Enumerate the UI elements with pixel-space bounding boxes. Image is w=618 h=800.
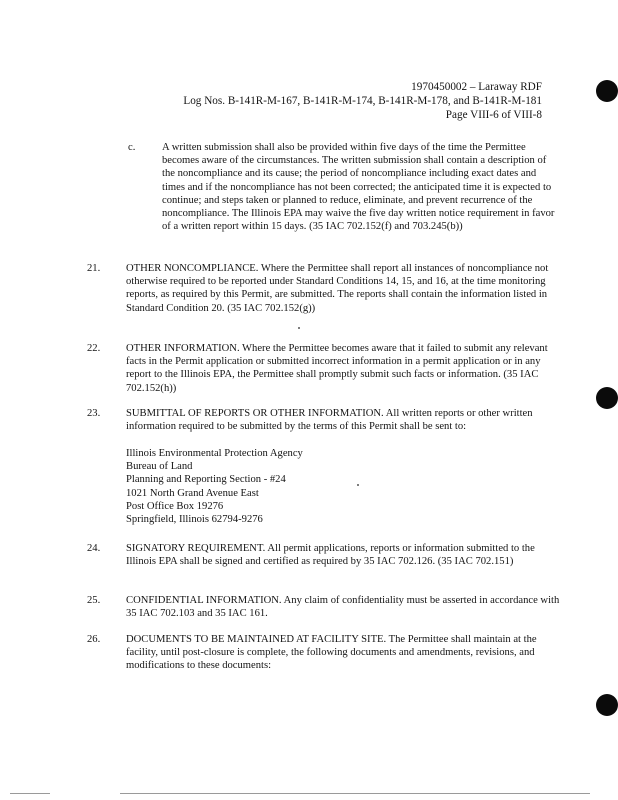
section-text: OTHER INFORMATION. Where the Permittee becomes aware that it failed to submit any relevant facts in the Permit application or submitted incorrect information in a permit application or in any report to the Illinois EPA, the Permittee shall promptly submit such facts or information. (35 IAC 702.152(h)) xyxy=(126,343,548,394)
section-text: SUBMITTAL OF REPORTS OR OTHER INFORMATION. All written reports or other written information required to be submitted by the terms of this Permit shall be sent to: xyxy=(126,408,533,433)
punch-hole-middle xyxy=(596,387,618,409)
section-number: 23. xyxy=(87,408,101,419)
page-header xyxy=(183,80,542,122)
bottom-scan-edge xyxy=(10,793,50,794)
item-c-text: A written submission shall also be provided within five days of the time the Permittee becomes aware of the circumstances. The written submission shall contain a description of the noncompliance and its cause; the period of noncompliance including exact dates and times and if the noncompliance has not been corrected; the anticipated time it is expected to continue; and steps taken or planned to reduce, eliminate, and prevent recurrence of the noncompliance. The Illinois EPA may waive the five day written notice requirement in favor of a written report within 15 days. (35 IAC 702.152(f) and 703.245(b)) xyxy=(162,142,555,233)
address-line: Springfield, Illinois 62794-9276 xyxy=(126,514,263,526)
punch-hole-bottom xyxy=(596,694,618,716)
header-facility-id: 1970450002 – Laraway RDF xyxy=(411,81,542,93)
section-number: 26. xyxy=(87,634,101,645)
mailing-address xyxy=(126,447,303,526)
section-text: DOCUMENTS TO BE MAINTAINED AT FACILITY SITE. The Permittee shall maintain at the facility, until post-closure is complete, the following documents and amendments, revisions, and modifications to these documents: xyxy=(126,634,537,672)
bottom-scan-edge xyxy=(120,793,590,794)
section-number: 25. xyxy=(87,595,101,606)
section-text: OTHER NONCOMPLIANCE. Where the Permittee shall report all instances of noncompliance not otherwise required to be reported under Standard Conditions 14, 15, and 16, at the time monitoring reports, as required by this Permit, are submitted. The reports shall contain the information listed in Standard Condition 20. (35 IAC 702.152(g)) xyxy=(126,263,549,314)
scan-speck xyxy=(357,484,359,486)
section-text: CONFIDENTIAL INFORMATION. Any claim of confidentiality must be asserted in accordance with 35 IAC 702.103 and 35 IAC 161. xyxy=(126,595,560,620)
header-page-number: Page VIII-6 of VIII-8 xyxy=(445,109,542,121)
address-line: Bureau of Land xyxy=(126,461,193,473)
address-line: Planning and Reporting Section - #24 xyxy=(126,474,286,486)
section-number: 24. xyxy=(87,543,101,554)
item-c-label: c. xyxy=(128,142,136,153)
section-number: 21. xyxy=(87,263,101,274)
header-log-numbers: Log Nos. B-141R-M-167, B-141R-M-174, B-141R-M-178, and B-141R-M-181 xyxy=(183,95,542,107)
address-line: Post Office Box 19276 xyxy=(126,500,224,512)
section-number: 22. xyxy=(87,343,101,354)
address-line: Illinois Environmental Protection Agency xyxy=(126,448,303,459)
address-line: 1021 North Grand Avenue East xyxy=(126,487,259,499)
section-text: SIGNATORY REQUIREMENT. All permit applications, reports or information submitted to the Illinois EPA shall be signed and certified as required by 35 IAC 702.126. (35 IAC 702.151) xyxy=(126,543,535,568)
punch-hole-top xyxy=(596,80,618,102)
scan-speck xyxy=(298,327,300,329)
